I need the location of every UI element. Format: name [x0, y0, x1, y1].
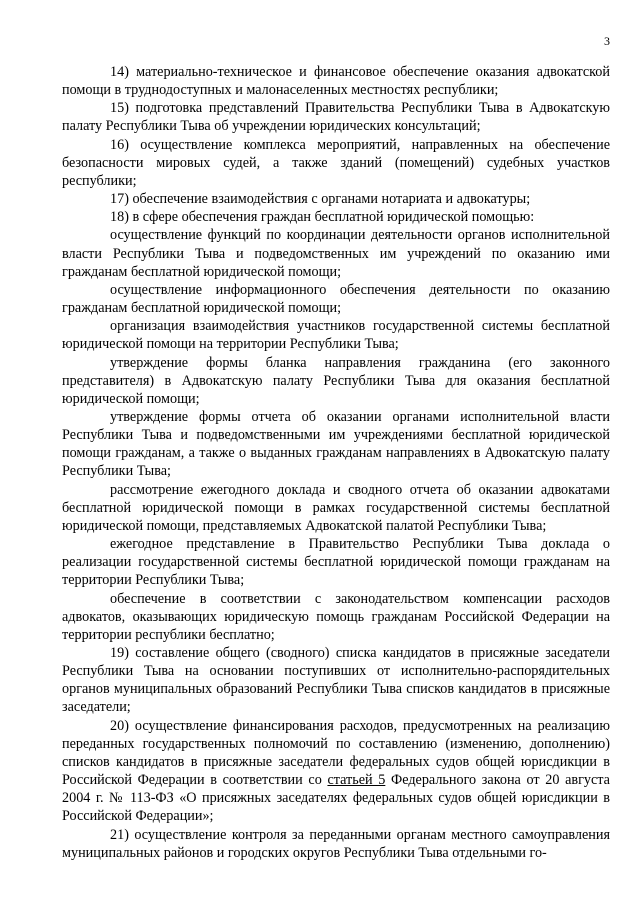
paragraph-21: 21) осуществление контроля за переданными органам местного самоуправления муниципальных районов и городских округов Республики Тыва отдельными го-	[62, 826, 610, 861]
document-body	[62, 63, 610, 862]
paragraph-16: 16) осуществление комплекса мероприятий, направленных на обеспечение безопасности мировых судей, а также зданий (помещений) судебных участков республики;	[62, 136, 610, 189]
paragraph-17: 17) обеспечение взаимодействия с органами нотариата и адвокатуры;	[110, 191, 531, 208]
paragraph-19: 19) составление общего (сводного) списка кандидатов в присяжные заседатели Республики Тыва на основании поступивших от исполнительно-распорядительных органов муниципальных образований Республики Тыва списков кандидатов в присяжные заседатели;	[62, 645, 610, 716]
paragraph-18-item: обеспечение в соответствии с законодательством компенсации расходов адвокатов, оказывающих юридическую помощь гражданам Российской Федерации на территории республики бесплатно;	[62, 590, 610, 643]
law-article-link[interactable]: статьей 5	[327, 772, 386, 789]
paragraph-20-text-after: Федерального закона от 20 августа 2004 г. № 113-ФЗ «О присяжных заседателях федеральных судов общей юрисдикции в Российской Федерации»;	[62, 772, 610, 825]
paragraph-18-item: организация взаимодействия участников государственной системы бесплатной юридической помощи на территории Республики Тыва;	[62, 318, 610, 353]
paragraph-15: 15) подготовка представлений Правительства Республики Тыва в Адвокатскую палату Республики Тыва об учреждении юридических консультаций;	[62, 100, 610, 135]
paragraph-18-item: утверждение формы бланка направления гражданина (его законного представителя) в Адвокатскую палату Республики Тыва для оказания бесплатной юридической помощи;	[62, 354, 610, 407]
paragraph-20-text-before: 20) осуществление финансирования расходов, предусмотренных на реализацию переданных государственных полномочий по составлению (изменению, дополнению) списков кандидатов в присяжные заседатели федеральных судов общей юрисдикции в Российской Федерации в соответствии со	[62, 717, 610, 789]
paragraph-18: 18) в сфере обеспечения граждан бесплатной юридической помощью:	[110, 209, 535, 226]
paragraph-18-item: ежегодное представление в Правительство Республики Тыва доклада о реализации государственной системы бесплатной юридической помощи гражданам на территории Республики Тыва;	[62, 536, 610, 589]
paragraph-18-item: осуществление информационного обеспечения деятельности по оказанию гражданам бесплатной юридической помощи;	[62, 281, 610, 317]
paragraph-18-item: рассмотрение ежегодного доклада и сводного отчета об оказании адвокатами бесплатной юридической помощи в рамках государственной системы бесплатной юридической помощи, представляемых Адвокатской палатой Республики Тыва;	[62, 481, 610, 534]
page-number: 3	[604, 34, 610, 48]
paragraph-18-item: утверждение формы отчета об оказании органами исполнительной власти Республики Тыва и подведомственными им учреждениями бесплатной юридической помощи гражданам, а также о выданных гражданам направлениях в Адвокатскую палату Республики Тыва;	[62, 408, 610, 480]
paragraph-20	[62, 717, 610, 826]
paragraph-14: 14) материально-техническое и финансовое обеспечение оказания адвокатской помощи в труднодоступных и малонаселенных местностях республики;	[62, 64, 610, 99]
paragraph-18-item: осуществление функций по координации деятельности органов исполнительной власти Республики Тыва и подведомственных им учреждений по оказанию ими гражданам бесплатной юридической помощи;	[62, 227, 610, 280]
